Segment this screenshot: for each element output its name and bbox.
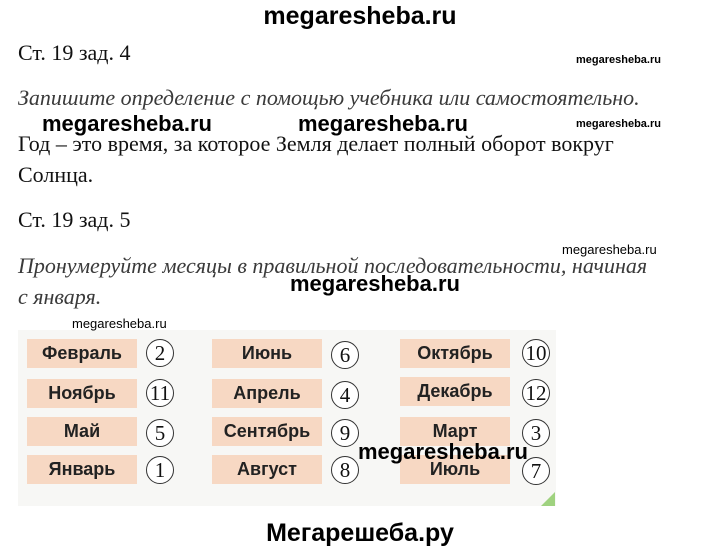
task4-answer-line-1: Год – это время, за которое Земля делает полный оборот вокруг bbox=[18, 131, 614, 156]
month-number-february: 2 bbox=[146, 339, 174, 367]
task4-reference: Ст. 19 зад. 4 bbox=[18, 40, 131, 65]
month-number-august: 8 bbox=[331, 456, 359, 484]
month-number-september: 9 bbox=[331, 419, 359, 447]
month-number-april: 4 bbox=[331, 381, 359, 409]
watermark-panel-bottom: megaresheba.ru bbox=[358, 439, 528, 464]
month-box-june: Июнь bbox=[212, 339, 322, 368]
task5-instruction-line-1: Пронумеруйте месяцы в правильной последовательности, начиная bbox=[18, 253, 648, 278]
month-number-october: 10 bbox=[522, 339, 550, 367]
watermark-mid-left: megaresheba.ru bbox=[42, 111, 212, 136]
month-number-march: 3 bbox=[522, 419, 550, 447]
month-box-january: Январь bbox=[27, 455, 137, 484]
month-box-december: Декабрь bbox=[400, 377, 510, 406]
watermark-top-right: megaresheba.ru bbox=[576, 54, 661, 66]
task5-reference: Ст. 19 зад. 5 bbox=[18, 207, 131, 232]
month-number-may: 5 bbox=[146, 419, 174, 447]
month-number-november: 11 bbox=[146, 379, 174, 407]
month-number-january: 1 bbox=[146, 456, 174, 484]
month-box-september: Сентябрь bbox=[212, 417, 322, 446]
watermark-panel-top: megaresheba.ru bbox=[72, 316, 167, 331]
month-box-march: Март bbox=[400, 417, 510, 446]
site-footer-name: Мегарешеба.ру bbox=[266, 519, 454, 547]
month-number-june: 6 bbox=[331, 341, 359, 369]
month-number-december: 12 bbox=[522, 379, 550, 407]
month-box-november: Ноябрь bbox=[27, 379, 137, 408]
month-box-april: Апрель bbox=[212, 379, 322, 408]
month-box-may: Май bbox=[27, 417, 137, 446]
month-box-august: Август bbox=[212, 455, 322, 484]
watermark-mid-center: megaresheba.ru bbox=[298, 111, 468, 136]
corner-triangle-mark bbox=[541, 492, 555, 506]
watermark-task5-center: megaresheba.ru bbox=[290, 271, 460, 296]
month-number-july: 7 bbox=[522, 457, 550, 485]
watermark-mid-right: megaresheba.ru bbox=[576, 118, 661, 130]
task5-instruction-line-2: с января. bbox=[18, 284, 102, 309]
month-box-october: Октябрь bbox=[400, 339, 510, 368]
task4-instruction: Запишите определение с помощью учебника или самостоятельно. bbox=[18, 85, 640, 110]
site-header-title: megaresheba.ru bbox=[263, 2, 457, 30]
task4-answer-line-2: Солнца. bbox=[18, 162, 94, 187]
watermark-task5-right: megaresheba.ru bbox=[562, 242, 657, 257]
month-box-february: Февраль bbox=[27, 339, 137, 368]
month-box-july: Июль bbox=[400, 455, 510, 484]
